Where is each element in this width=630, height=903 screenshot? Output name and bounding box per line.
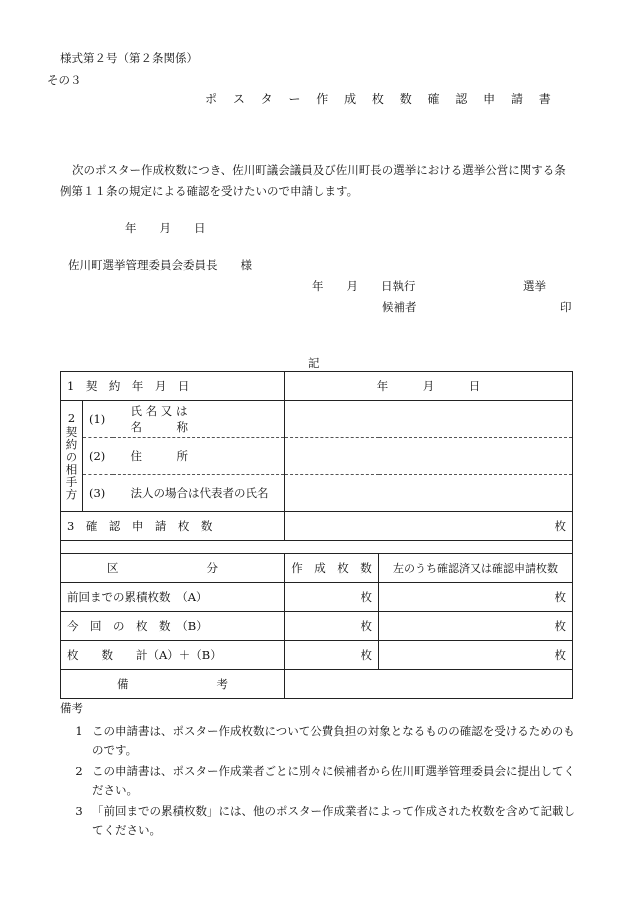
- application-date: 年 月 日: [125, 221, 206, 235]
- partner-rep-row: [61, 475, 573, 512]
- partner-address-label: 住 所: [113, 438, 285, 475]
- partner-rep-num: (3): [83, 475, 113, 512]
- note-number: 2: [75, 764, 83, 778]
- list-item: [60, 722, 575, 760]
- kubun-b: 分: [206, 561, 218, 575]
- current-made[interactable]: 枚: [285, 612, 379, 641]
- election-date: 年 月 日執行: [312, 279, 416, 293]
- partner-rep-value[interactable]: [285, 475, 573, 512]
- total-confirmed[interactable]: 枚: [379, 641, 573, 670]
- table-row: [61, 583, 573, 612]
- contract-date-value[interactable]: 年 月 日: [285, 372, 573, 401]
- candidate-label: 候補者: [382, 300, 417, 314]
- partner-address-row: [61, 438, 573, 475]
- request-count-row: [61, 512, 573, 541]
- partner-address-value[interactable]: [285, 438, 573, 475]
- column-header-row: [61, 554, 573, 583]
- cumulative-confirmed[interactable]: 枚: [379, 583, 573, 612]
- partner-name-line1: 氏 名 又 は: [130, 404, 188, 418]
- total-label: 枚 数 計（A）＋（B）: [61, 641, 285, 670]
- made-count-header: 作 成 枚 数: [285, 554, 379, 583]
- note-number: 3: [75, 804, 83, 818]
- remarks-row: [61, 670, 573, 699]
- table-row: [61, 641, 573, 670]
- partner-name-value[interactable]: [285, 401, 573, 438]
- election-suffix: 選挙: [523, 279, 546, 293]
- kubun-header: [61, 554, 285, 583]
- list-item: [60, 802, 575, 840]
- note-text: この申請書は、ポスター作成枚数について公費負担の対象となるものの確認を受けるためのものです。: [92, 724, 575, 757]
- seal-mark: 印: [560, 300, 572, 314]
- partner-vertical-label: 2契約の相手方: [61, 401, 83, 512]
- request-count-value[interactable]: 枚: [285, 512, 573, 541]
- partner-name-line2: 名 称: [130, 420, 188, 434]
- note-text: 「前回までの累積枚数」には、他のポスター作成業者によって作成された枚数を含めて記載してください。: [92, 804, 575, 837]
- kubun-a: 区: [107, 561, 119, 575]
- current-label: 今 回 の 枚 数 （B）: [61, 612, 285, 641]
- partner-name-row: [61, 401, 573, 438]
- application-table: [60, 371, 573, 699]
- total-made[interactable]: 枚: [285, 641, 379, 670]
- remarks-b: 考: [216, 677, 228, 691]
- form-sub: その３: [47, 73, 82, 87]
- partner-address-num: (2): [83, 438, 113, 475]
- remarks-label: [61, 670, 285, 699]
- spacer-cell: [61, 541, 573, 554]
- notes-section: [60, 699, 575, 842]
- table-row: [61, 612, 573, 641]
- note-text: この申請書は、ポスター作成業者ごとに別々に候補者から佐川町選挙管理委員会に提出してください。: [92, 764, 575, 797]
- contract-date-row: [61, 372, 573, 401]
- remarks-value[interactable]: [285, 670, 573, 699]
- addressee: 佐川町選挙管理委員会委員長 様: [68, 258, 252, 272]
- cumulative-label: 前回までの累積枚数 （A）: [61, 583, 285, 612]
- notes-heading: 備考: [60, 701, 83, 715]
- list-item: [60, 762, 575, 800]
- current-confirmed[interactable]: 枚: [379, 612, 573, 641]
- note-number: 1: [75, 724, 83, 738]
- confirmed-count-header: 左のうち確認済又は確認申請枚数: [379, 554, 573, 583]
- remarks-a: 備: [117, 677, 129, 691]
- ki-label: 記: [308, 356, 320, 370]
- contract-date-label: 1 契 約 年 月 日: [61, 372, 285, 401]
- request-count-label: 3 確 認 申 請 枚 数: [61, 512, 285, 541]
- partner-name-num: (1): [83, 401, 113, 438]
- form-number: 様式第２号（第２条関係）: [60, 51, 198, 65]
- page-title: ポ ス タ ー 作 成 枚 数 確 認 申 請 書: [205, 92, 557, 106]
- cumulative-made[interactable]: 枚: [285, 583, 379, 612]
- partner-rep-label: 法人の場合は代表者の氏名: [113, 475, 285, 512]
- partner-name-label: [113, 401, 285, 438]
- intro-paragraph: 次のポスター作成枚数につき、佐川町議会議員及び佐川町長の選挙における選挙公営に関する条例第１１条の規定による確認を受けたいので申請します。: [60, 163, 566, 198]
- spacer-row: [61, 541, 573, 554]
